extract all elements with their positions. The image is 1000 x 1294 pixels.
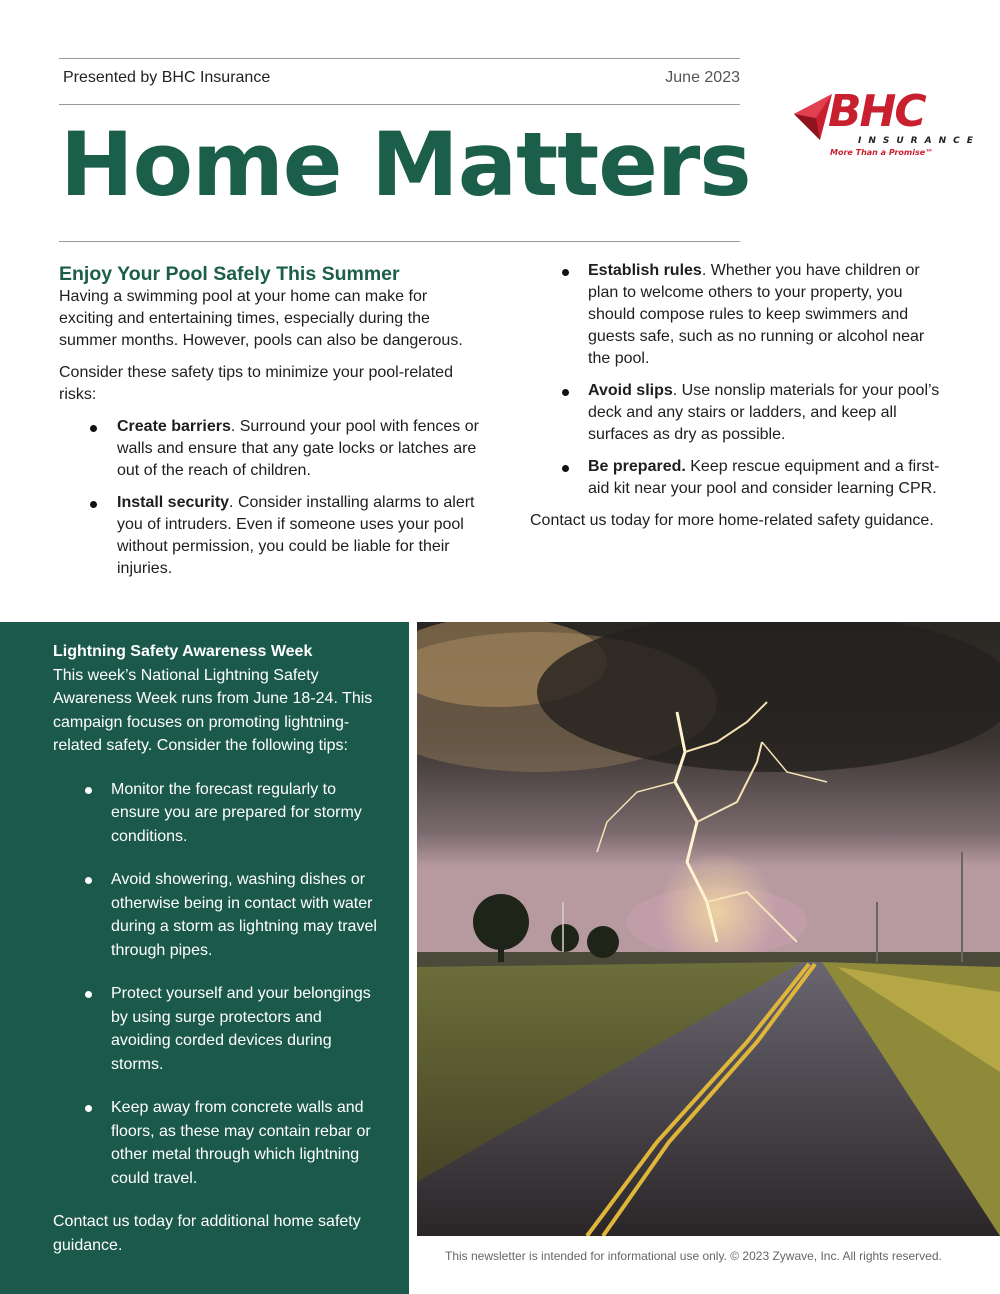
panel-closing: Contact us today for additional home safety guidance. xyxy=(53,1213,361,1254)
article-lead: Consider these safety tips to minimize your pool-related risks: xyxy=(59,364,453,403)
list-item xyxy=(53,1096,379,1190)
panel-title: Lightning Safety Awareness Week xyxy=(53,643,313,660)
bullet-icon xyxy=(562,465,569,472)
tip-text: . Use nonslip materials for your pool’s deck and any stairs or ladders, and keep all surfaces as dry as possible. xyxy=(588,382,940,443)
lightning-storm-over-road-image xyxy=(417,622,1000,1236)
tip-text: Monitor the forecast regularly to ensure you are prepared for stormy conditions. xyxy=(111,780,362,845)
footer-disclaimer: This newsletter is intended for informational use only. © 2023 Zywave, Inc. All rights reserved. xyxy=(445,1249,942,1263)
list-item xyxy=(59,416,479,482)
pool-tips-list-continued xyxy=(530,260,950,500)
list-item xyxy=(53,982,379,1076)
tip-text: Avoid showering, washing dishes or otherwise being in contact with water during a storm as lightning may travel through pipes. xyxy=(111,871,377,959)
bullet-icon xyxy=(85,877,92,884)
tip-heading: Install security xyxy=(117,494,230,511)
tip-text: Protect yourself and your belongings by using surge protectors and avoiding corded devices during storms. xyxy=(111,985,371,1073)
bhc-logo xyxy=(792,86,980,164)
bullet-icon xyxy=(90,501,97,508)
tip-text: . Surround your pool with fences or walls and ensure that any gate locks or latches are out of the reach of children. xyxy=(117,418,479,479)
tip-text: . Whether you have children or plan to welcome others to your property, you should compose rules to keep swimmers and guests safe, such as no running or alcohol near the pool. xyxy=(588,262,925,367)
header-rule xyxy=(59,104,740,105)
top-rule xyxy=(59,58,740,59)
list-item xyxy=(530,456,950,500)
tip-text: Keep rescue equipment and a first-aid kit near your pool and consider learning CPR. xyxy=(588,458,940,497)
article-column-right xyxy=(530,260,950,542)
list-item xyxy=(53,778,379,849)
tip-text: Keep away from concrete walls and floors, as these may contain rebar or other metal through which lightning could travel. xyxy=(111,1099,371,1187)
masthead-rule xyxy=(59,241,740,242)
list-item xyxy=(530,260,950,370)
logo-subtitle: INSURANCE xyxy=(858,136,980,146)
logo-tagline: More Than a Promise™ xyxy=(830,148,934,157)
bullet-icon xyxy=(562,389,569,396)
article-closing: Contact us today for more home-related safety guidance. xyxy=(530,512,934,529)
tip-text: . Consider installing alarms to alert you of intruders. Even if someone uses your pool without permission, you could be liable for their injuries. xyxy=(117,494,475,577)
issue-date: June 2023 xyxy=(665,69,740,86)
list-item xyxy=(53,868,379,962)
lightning-tips-list xyxy=(53,778,379,1191)
tip-heading: Create barriers xyxy=(117,418,231,435)
tip-heading: Establish rules xyxy=(588,262,702,279)
list-item xyxy=(530,380,950,446)
article-intro: Having a swimming pool at your home can make for exciting and entertaining times, especially during the summer months. However, pools can also be dangerous. xyxy=(59,288,463,349)
tip-heading: Be prepared. xyxy=(588,458,686,475)
pool-tips-list xyxy=(59,416,479,580)
lightning-safety-panel xyxy=(0,622,409,1294)
bullet-icon xyxy=(85,1105,92,1112)
masthead-title: Home Matters xyxy=(60,113,751,216)
presented-by: Presented by BHC Insurance xyxy=(63,69,271,86)
bullet-icon xyxy=(85,787,92,794)
article-column-left xyxy=(59,262,479,590)
article-title: Enjoy Your Pool Safely This Summer xyxy=(59,263,400,285)
tip-heading: Avoid slips xyxy=(588,382,673,399)
panel-intro: This week’s National Lightning Safety Awareness Week runs from June 18-24. This campaign focuses on promoting lightning-related safety. Consider the following tips: xyxy=(53,666,373,754)
logo-brand: BHC xyxy=(828,86,925,137)
bullet-icon xyxy=(90,425,97,432)
bullet-icon xyxy=(562,269,569,276)
storm-illustration xyxy=(417,622,1000,1236)
bullet-icon xyxy=(85,991,92,998)
list-item xyxy=(59,492,479,580)
